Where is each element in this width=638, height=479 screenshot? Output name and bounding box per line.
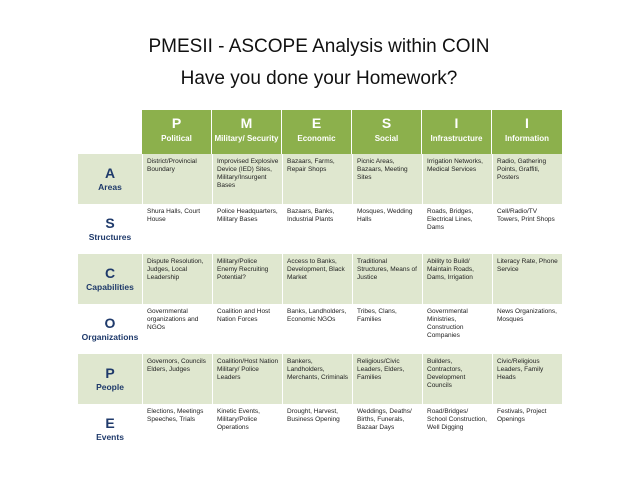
matrix-cell: Governors, Councils Elders, Judges xyxy=(142,354,212,404)
row-header-events xyxy=(78,404,142,454)
matrix-cell: Shura Halls, Court House xyxy=(142,204,212,254)
row-label: Organizations xyxy=(81,332,139,342)
matrix-cell: Military/Police Enemy Recruiting Potential? xyxy=(212,254,282,304)
row-label: Capabilities xyxy=(86,282,134,292)
row-letter: E xyxy=(105,415,115,431)
matrix-cell: Bankers, Landholders, Merchants, Criminals xyxy=(282,354,352,404)
row-header-structures xyxy=(78,204,142,254)
matrix-cell: Drought, Harvest, Business Opening xyxy=(282,404,352,454)
matrix-cell: District/Provincial Boundary xyxy=(142,154,212,204)
matrix-cell: Irrigation Networks, Medical Services xyxy=(422,154,492,204)
matrix-cell: Picnic Areas, Bazaars, Meeting Sites xyxy=(352,154,422,204)
matrix-cell: Governmental organizations and NGOs xyxy=(142,304,212,354)
column-header-economic xyxy=(282,110,352,154)
row-letter: S xyxy=(105,215,115,231)
row-header-areas xyxy=(78,154,142,204)
row-letter: O xyxy=(104,315,116,331)
matrix-cell: Religious/Civic Leaders, Elders, Families xyxy=(352,354,422,404)
matrix-cell: Governmental Ministries, Construction Companies xyxy=(422,304,492,354)
matrix-cell: Improvised Explosive Device (IED) Sites, Military/Insurgent Bases xyxy=(212,154,282,204)
matrix-cell: Dispute Resolution, Judges, Local Leadership xyxy=(142,254,212,304)
matrix-cell: Police Headquarters, Military Bases xyxy=(212,204,282,254)
row-label: People xyxy=(96,382,124,392)
row-letter: P xyxy=(105,365,115,381)
column-letter: M xyxy=(240,115,253,131)
matrix-cell: Ability to Build/ Maintain Roads, Dams, Irrigation xyxy=(422,254,492,304)
row-label: Structures xyxy=(88,232,132,242)
column-header-military xyxy=(212,110,282,154)
column-header-infrastructure xyxy=(422,110,492,154)
page-title: PMESII - ASCOPE Analysis within COIN xyxy=(148,36,490,57)
matrix-cell: Weddings, Deaths/ Births, Funerals, Bazaar Days xyxy=(352,404,422,454)
matrix-cell: Kinetic Events, Military/Police Operations xyxy=(212,404,282,454)
matrix-cell: Roads, Bridges, Electrical Lines, Dams xyxy=(422,204,492,254)
page-subtitle: Have you done your Homework? xyxy=(180,68,458,89)
matrix-cell: Coalition and Host Nation Forces xyxy=(212,304,282,354)
matrix-cell: Bazaars, Banks, Industrial Plants xyxy=(282,204,352,254)
matrix-cell: Civic/Religious Leaders, Family Heads xyxy=(492,354,562,404)
matrix-cell: Cell/Radio/TV Towers, Print Shops xyxy=(492,204,562,254)
column-label: Information xyxy=(505,134,549,143)
column-letter: I xyxy=(454,115,459,131)
matrix-cell: News Organizations, Mosques xyxy=(492,304,562,354)
column-letter: E xyxy=(311,115,322,131)
column-header-political xyxy=(142,110,212,154)
matrix-cell: Builders, Contractors, Development Councils xyxy=(422,354,492,404)
matrix-cell: Access to Banks, Development, Black Market xyxy=(282,254,352,304)
column-letter: S xyxy=(381,115,392,131)
matrix-cell: Mosques, Wedding Halls xyxy=(352,204,422,254)
matrix-cell: Festivals, Project Openings xyxy=(492,404,562,454)
row-header-capabilities xyxy=(78,254,142,304)
row-header-people xyxy=(78,354,142,404)
matrix-cell: Traditional Structures, Means of Justice xyxy=(352,254,422,304)
column-label: Social xyxy=(374,134,399,143)
row-label: Areas xyxy=(98,182,122,192)
column-label: Economic xyxy=(297,134,336,143)
column-label: Military/ Security xyxy=(214,134,279,143)
column-header-social xyxy=(352,110,422,154)
column-header-information xyxy=(492,110,562,154)
matrix-cell: Bazaars, Farms, Repair Shops xyxy=(282,154,352,204)
matrix-corner xyxy=(78,110,142,154)
column-label: Infrastructure xyxy=(430,134,483,143)
row-label: Events xyxy=(96,432,124,442)
row-header-organizations xyxy=(78,304,142,354)
pmesii-ascope-matrix xyxy=(78,110,572,454)
matrix-cell: Road/Bridges/ School Construction, Well Digging xyxy=(422,404,492,454)
column-letter: I xyxy=(525,115,529,131)
column-letter: P xyxy=(171,115,182,131)
matrix-cell: Radio, Gathering Points, Graffiti, Posters xyxy=(492,154,562,204)
row-letter: C xyxy=(104,265,116,281)
matrix-cell: Tribes, Clans, Families xyxy=(352,304,422,354)
column-label: Political xyxy=(161,134,192,143)
row-letter: A xyxy=(104,165,116,181)
matrix-cell: Banks, Landholders, Economic NGOs xyxy=(282,304,352,354)
matrix-cell: Elections, Meetings Speeches, Trials xyxy=(142,404,212,454)
matrix-cell: Literacy Rate, Phone Service xyxy=(492,254,562,304)
matrix-cell: Coalition/Host Nation Military/ Police Leaders xyxy=(212,354,282,404)
